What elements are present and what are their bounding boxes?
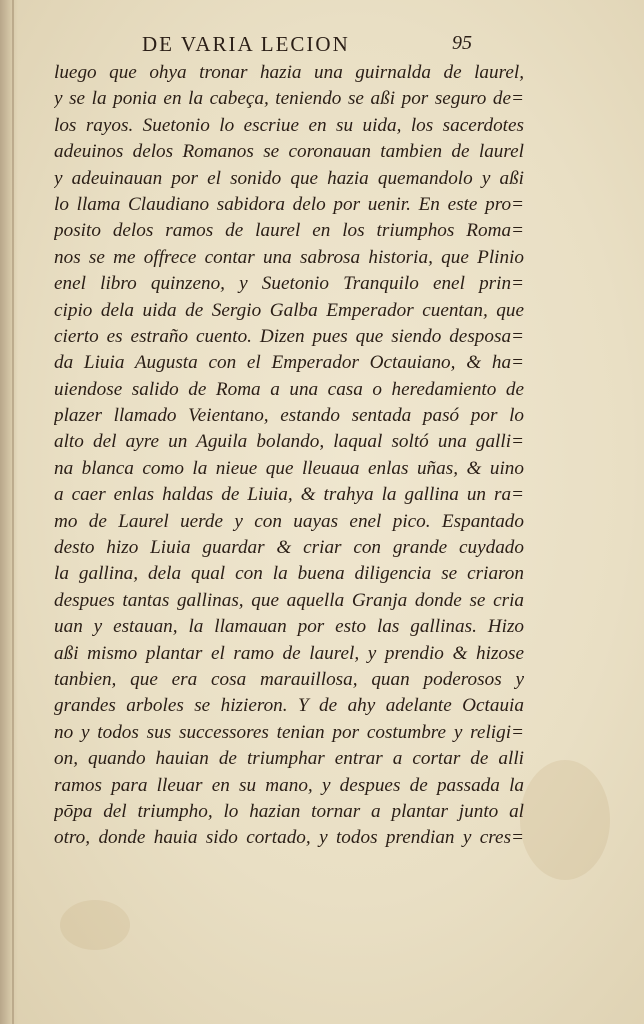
- body-text: [54, 60, 524, 852]
- text-line: aßi mismo plantar el ramo de laurel, y prendio & hizose: [54, 642, 524, 664]
- text-line: cierto es estraño cuento. Dizen pues que siendo desposa=: [54, 325, 524, 347]
- text-line: desto hizo Liuia guardar & criar con grande cuydado: [54, 537, 524, 559]
- foxing-stain: [520, 760, 610, 880]
- text-line: los rayos. Suetonio lo escriue en su uida, los sacerdotes: [54, 114, 524, 136]
- running-head: DE VARIA LECION: [142, 32, 350, 56]
- text-line: y se la ponia en la cabeça, teniendo se aßi por seguro de=: [54, 88, 524, 110]
- text-line: on, quando hauian de triumphar entrar a cortar de alli: [54, 748, 524, 770]
- text-line: lo llama Claudiano sabidora delo por uenir. En este pro=: [54, 193, 524, 215]
- text-line: na blanca como la nieue que lleuaua enlas uñas, & uino: [54, 457, 524, 479]
- text-line: grandes arboles se hizieron. Y de ahy adelante Octauia: [54, 695, 524, 717]
- text-line: la gallina, dela qual con la buena diligencia se criaron: [54, 563, 524, 585]
- text-line: adeuinos delos Romanos se coronauan tambien de laurel: [54, 141, 524, 163]
- text-line: y adeuinauan por el sonido que hazia quemandolo y aßi: [54, 167, 524, 189]
- binding-fold: [12, 0, 14, 1024]
- text-line: uan y estauan, la llamauan por esto las gallinas. Hizo: [54, 616, 524, 638]
- text-line: nos se me offrece contar una sabrosa historia, que Plinio: [54, 246, 524, 268]
- text-line: otro, donde hauia sido cortado, y todos prendian y cres=: [54, 827, 524, 849]
- text-line: luego que ohya tronar hazia una guirnalda de laurel,: [54, 62, 524, 83]
- text-line: cipio dela uida de Sergio Galba Emperador cuentan, que: [54, 299, 524, 321]
- text-line: enel libro quinzeno, y Suetonio Tranquilo enel prin=: [54, 273, 524, 295]
- page-number: 95: [452, 32, 472, 54]
- text-line: no y todos sus successores tenian por costumbre y religi=: [54, 721, 524, 743]
- foxing-stain: [60, 900, 130, 950]
- text-line: pōpa del triumpho, lo hazian tornar a plantar junto al: [54, 800, 524, 822]
- text-line: alto del ayre un Aguila bolando, laqual soltó una galli=: [54, 431, 524, 453]
- page-header: [0, 30, 644, 60]
- text-line: mo de Laurel uerde y con uayas enel pico. Espantado: [54, 510, 524, 532]
- page-gutter-shadow: [0, 0, 18, 1024]
- text-line: a caer enlas haldas de Liuia, & trahya la gallina un ra=: [54, 484, 524, 506]
- text-line: despues tantas gallinas, que aquella Granja donde se cria: [54, 589, 524, 611]
- text-line: tanbien, que era cosa marauillosa, quan poderosos y: [54, 668, 524, 690]
- text-line: ramos para lleuar en su mano, y despues de passada la: [54, 774, 524, 796]
- text-line: da Liuia Augusta con el Emperador Octauiano, & ha=: [54, 352, 524, 374]
- text-line: posito delos ramos de laurel en los triumphos Roma=: [54, 220, 524, 242]
- text-line: uiendose salido de Roma a una casa o heredamiento de: [54, 378, 524, 400]
- text-line: plazer llamado Veientano, estando sentada pasó por lo: [54, 405, 524, 427]
